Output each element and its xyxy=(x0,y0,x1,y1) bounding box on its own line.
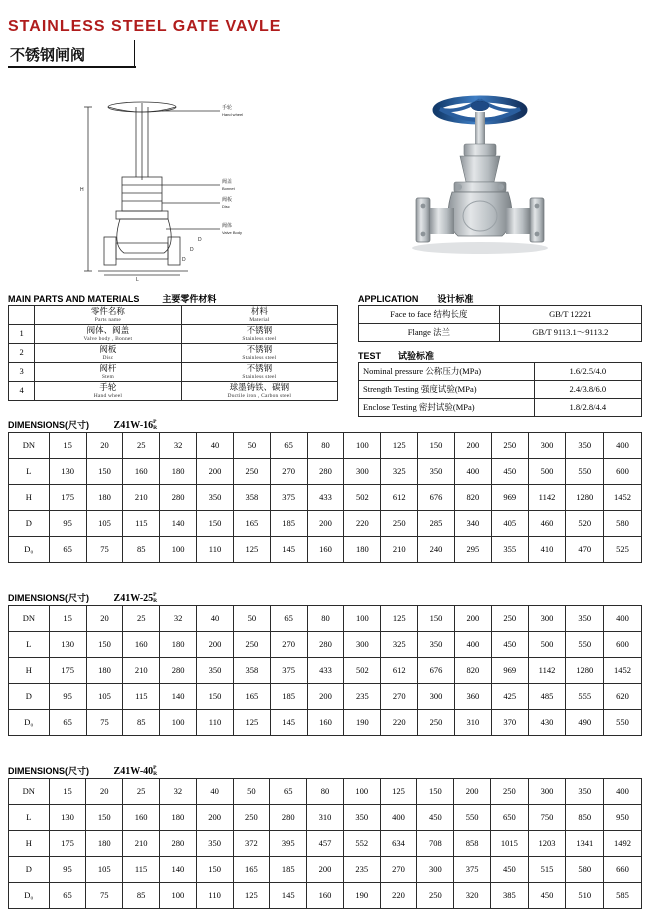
test-name-cell: Enclose Testing 密封试验(MPa) xyxy=(359,399,535,417)
row-label: H xyxy=(9,658,50,684)
application-value-cell: GB/T 9113.1～9113.2 xyxy=(499,324,641,342)
main-parts-heading xyxy=(8,292,216,305)
table-header-row xyxy=(9,306,338,325)
table-row: DN 15 20 25 32 40 50 65 80 100 125 150 200 250 300 350 400 xyxy=(9,433,642,459)
table-row: D₀ 65 75 85 100 110 125 145 160 190 220 250 310 370 430 490 550 xyxy=(9,710,642,736)
row-label: D₀ xyxy=(9,883,50,909)
test-table xyxy=(358,362,642,417)
page-title-en: STAINLESS STEEL GATE VAVLE xyxy=(8,18,282,35)
part-name-cell: 阀体、阀盖 Valve body , Bonnet xyxy=(35,325,182,344)
svg-text:Hand wheel: Hand wheel xyxy=(222,112,244,117)
application-name-cell: Face to face 结构长度 xyxy=(359,306,500,324)
table-row: D 95 105 115 140 150 165 185 200 235 270 300 375 450 515 580 660 xyxy=(9,857,642,883)
dimensions-table-1 xyxy=(8,432,642,563)
row-index: 3 xyxy=(9,363,35,382)
svg-text:H: H xyxy=(80,187,84,193)
row-index: 2 xyxy=(9,344,35,363)
table-row: D 95 105 115 140 150 165 185 200 220 250 285 340 405 460 520 580 xyxy=(9,511,642,537)
svg-text:L: L xyxy=(136,277,139,283)
material-cell: 不锈钢 Stainless steel xyxy=(181,325,337,344)
test-heading xyxy=(358,349,434,362)
row-label: D xyxy=(9,511,50,537)
dimensions-table-2 xyxy=(8,605,642,736)
part-name-cell: 阀杆 Stem xyxy=(35,363,182,382)
row-index: 4 xyxy=(9,382,35,401)
row-index: 1 xyxy=(9,325,35,344)
row-label: D₀ xyxy=(9,710,50,736)
row-label: H xyxy=(9,485,50,511)
main-parts-heading-cn: 主要零件材料 xyxy=(162,294,217,304)
svg-text:D: D xyxy=(198,237,202,243)
table-row: H 175 180 210 280 350 358 375 433 502 612 676 820 969 1142 1280 1452 xyxy=(9,658,642,684)
title-side-rule xyxy=(134,40,135,68)
row-label: DN xyxy=(9,606,50,632)
table-row xyxy=(359,306,642,324)
svg-text:阀盖: 阀盖 xyxy=(222,179,233,185)
material-header: 材料 Material xyxy=(181,306,337,325)
dimensions-heading-1: DIMENSIONS(尺寸) Z41W-16P R xyxy=(8,419,158,431)
row-label: L xyxy=(9,459,50,485)
application-name-cell: Flange 法兰 xyxy=(359,324,500,342)
dimensions-heading-3: DIMENSIONS(尺寸) Z41W-40P R xyxy=(8,765,158,777)
index-header xyxy=(9,306,35,325)
main-parts-table xyxy=(8,305,338,401)
valve-line-drawing xyxy=(70,85,370,283)
test-heading-cn: 试验标准 xyxy=(398,351,435,361)
row-label: D xyxy=(9,684,50,710)
row-label: L xyxy=(9,805,50,831)
svg-text:手轮: 手轮 xyxy=(222,105,233,111)
table-row xyxy=(9,363,338,382)
application-heading-en: APPLICATION xyxy=(358,294,419,304)
svg-text:D: D xyxy=(190,247,194,253)
title-underline xyxy=(8,66,136,68)
test-value-cell: 2.4/3.8/6.0 xyxy=(534,381,641,399)
page-title-cn: 不锈钢闸阀 xyxy=(10,47,86,64)
row-label: DN xyxy=(9,433,50,459)
application-value-cell: GB/T 12221 xyxy=(499,306,641,324)
table-row xyxy=(359,324,642,342)
table-row xyxy=(9,344,338,363)
table-row: D 95 105 115 140 150 165 185 200 235 270 300 360 425 485 555 620 xyxy=(9,684,642,710)
svg-text:Disc: Disc xyxy=(222,204,230,209)
test-heading-en: TEST xyxy=(358,351,382,361)
table-row: L 130 150 160 180 200 250 280 310 350 400 450 550 650 750 850 950 xyxy=(9,805,642,831)
application-heading xyxy=(358,292,473,305)
test-value-cell: 1.6/2.5/4.0 xyxy=(534,363,641,381)
table-row: D₀ 65 75 85 100 110 125 145 160 190 220 250 320 385 450 510 585 xyxy=(9,883,642,909)
test-name-cell: Strength Testing 强度试验(MPa) xyxy=(359,381,535,399)
dimensions-heading-2: DIMENSIONS(尺寸) Z41W-25P R xyxy=(8,592,158,604)
part-name-cell: 手轮 Hand wheel xyxy=(35,382,182,401)
row-label: D₀ xyxy=(9,537,50,563)
main-parts-heading-en: MAIN PARTS AND MATERIALS xyxy=(8,294,140,304)
table-row xyxy=(9,325,338,344)
svg-text:Valve Body: Valve Body xyxy=(222,230,242,235)
application-heading-cn: 设计标准 xyxy=(437,294,474,304)
svg-text:Bonnet: Bonnet xyxy=(222,186,235,191)
svg-text:阀板: 阀板 xyxy=(222,197,233,203)
model-code-1: Z41W-16P R xyxy=(113,419,158,431)
table-row: L 130 150 160 180 200 250 270 280 300 325 350 400 450 500 550 600 xyxy=(9,459,642,485)
table-row xyxy=(359,363,642,381)
material-cell: 球墨铸铁、碳钢 Ductile iron , Carbon steel xyxy=(181,382,337,401)
material-cell: 不锈钢 Stainless steel xyxy=(181,344,337,363)
model-code-2: Z41W-25P R xyxy=(113,592,158,604)
parts-name-header: 零件名称 Parts name xyxy=(35,306,182,325)
table-row xyxy=(9,382,338,401)
table-row: DN 15 20 25 32 40 50 65 80 100 125 150 200 250 300 350 400 xyxy=(9,779,642,805)
table-row: H 175 180 210 280 350 372 395 457 552 634 708 858 1015 1203 1341 1492 xyxy=(9,831,642,857)
table-row xyxy=(359,399,642,417)
table-row: H 175 180 210 280 350 358 375 433 502 612 676 820 969 1142 1280 1452 xyxy=(9,485,642,511)
row-label: D xyxy=(9,857,50,883)
table-row: D₀ 65 75 85 100 110 125 145 160 180 210 240 295 355 410 470 525 xyxy=(9,537,642,563)
svg-text:D: D xyxy=(182,257,186,263)
svg-text:阀体: 阀体 xyxy=(222,223,233,229)
part-name-cell: 阀板 Disc xyxy=(35,344,182,363)
material-cell: 不锈钢 Stainless steel xyxy=(181,363,337,382)
valve-product-photo xyxy=(380,82,580,277)
application-table xyxy=(358,305,642,342)
table-row: DN 15 20 25 32 40 50 65 80 100 125 150 200 250 300 350 400 xyxy=(9,606,642,632)
model-code-3: Z41W-40P R xyxy=(113,765,158,777)
test-name-cell: Nominal pressure 公称压力(MPa) xyxy=(359,363,535,381)
row-label: L xyxy=(9,632,50,658)
test-value-cell: 1.8/2.8/4.4 xyxy=(534,399,641,417)
table-row xyxy=(359,381,642,399)
row-label: H xyxy=(9,831,50,857)
dimensions-table-3 xyxy=(8,778,642,909)
table-row: L 130 150 160 180 200 250 270 280 300 325 350 400 450 500 550 600 xyxy=(9,632,642,658)
row-label: DN xyxy=(9,779,50,805)
